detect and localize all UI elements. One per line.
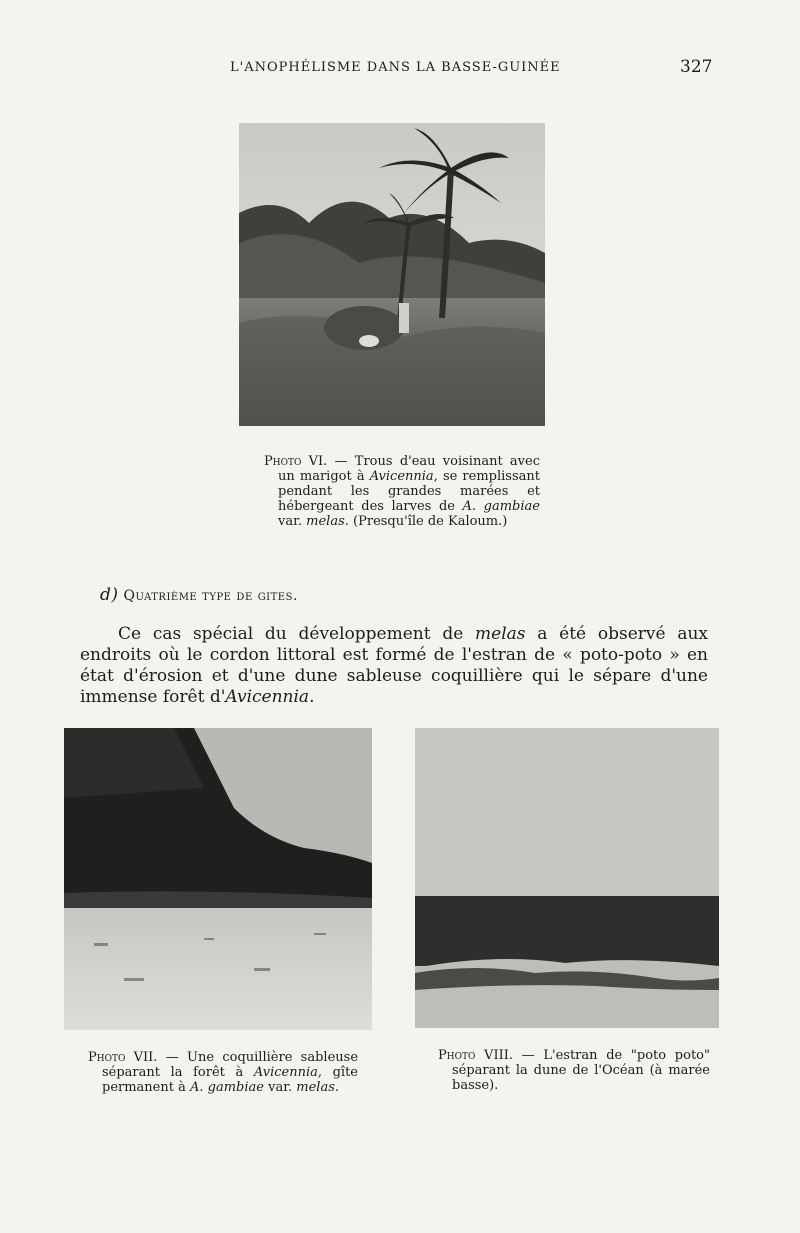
- photo-vii-caption-text: .: [334, 1080, 340, 1095]
- paragraph-text: .: [309, 687, 315, 707]
- photo-vi-caption-italic: A. gambiae: [462, 499, 540, 514]
- photo-vi-caption-text: . (Presqu'île de Kaloum.): [344, 514, 508, 529]
- running-head: L'ANOPHÉLISME DANS LA BASSE-GUINÉE: [230, 60, 561, 75]
- photo-vii-caption-italic: melas: [296, 1080, 335, 1095]
- section-title: Quatrième type de gites.: [123, 588, 298, 604]
- photo-viii-caption-label: Photo VIII.: [438, 1048, 513, 1063]
- photo-vi-caption-italic: melas: [306, 514, 345, 529]
- photo-vii-caption-text: — Une coquillière sableuse séparant la forêt à: [102, 1050, 359, 1080]
- photo-viii-caption: [438, 1048, 710, 1093]
- photo-vii-caption-text: var.: [263, 1080, 297, 1095]
- photo-vi-caption-text: — Trous d'eau voisinant avec un marigot à: [278, 454, 540, 484]
- photo-vii-caption-label: Photo VII.: [88, 1050, 158, 1065]
- photo-vi-caption-text: var.: [278, 514, 307, 529]
- photo-vi-caption: [264, 454, 540, 529]
- photo-vii-caption-text: , gîte permanent à: [102, 1065, 358, 1095]
- paragraph-italic: melas: [475, 624, 526, 644]
- photo-vii-caption-italic: A. gambiae: [190, 1080, 264, 1095]
- photo-vi-caption-italic: Avicennia: [369, 469, 434, 484]
- paragraph-text: Ce cas spécial du développement de: [118, 624, 476, 644]
- photo-vi-caption-text: , se remplissant pendant les grandes marées et hébergeant des larves de: [278, 469, 540, 514]
- paragraph-italic: Avicennia: [225, 687, 310, 707]
- photo-vii-caption: [88, 1050, 358, 1095]
- photo-vi-caption-label: Photo VI.: [264, 454, 328, 469]
- section-heading: [100, 585, 298, 605]
- section-label: d): [100, 585, 119, 605]
- page-number: 327: [680, 57, 713, 77]
- photo-viii-image: [415, 728, 719, 1028]
- photo-vii-image: [64, 728, 372, 1030]
- photo-vi-image: [239, 123, 545, 426]
- body-paragraph: [80, 624, 708, 708]
- photo-vii-caption-italic: Avicennia: [253, 1065, 318, 1080]
- paragraph-text: a été observé aux endroits où le cordon littoral est formé de l'estran de « poto-poto » en état d'érosion et d'une dune sableuse coquillière qui le sépare d'une immense forêt d': [80, 624, 708, 707]
- photo-viii-caption-text: — L'estran de "poto poto" séparant la dune de l'Océan (à marée basse).: [452, 1048, 710, 1093]
